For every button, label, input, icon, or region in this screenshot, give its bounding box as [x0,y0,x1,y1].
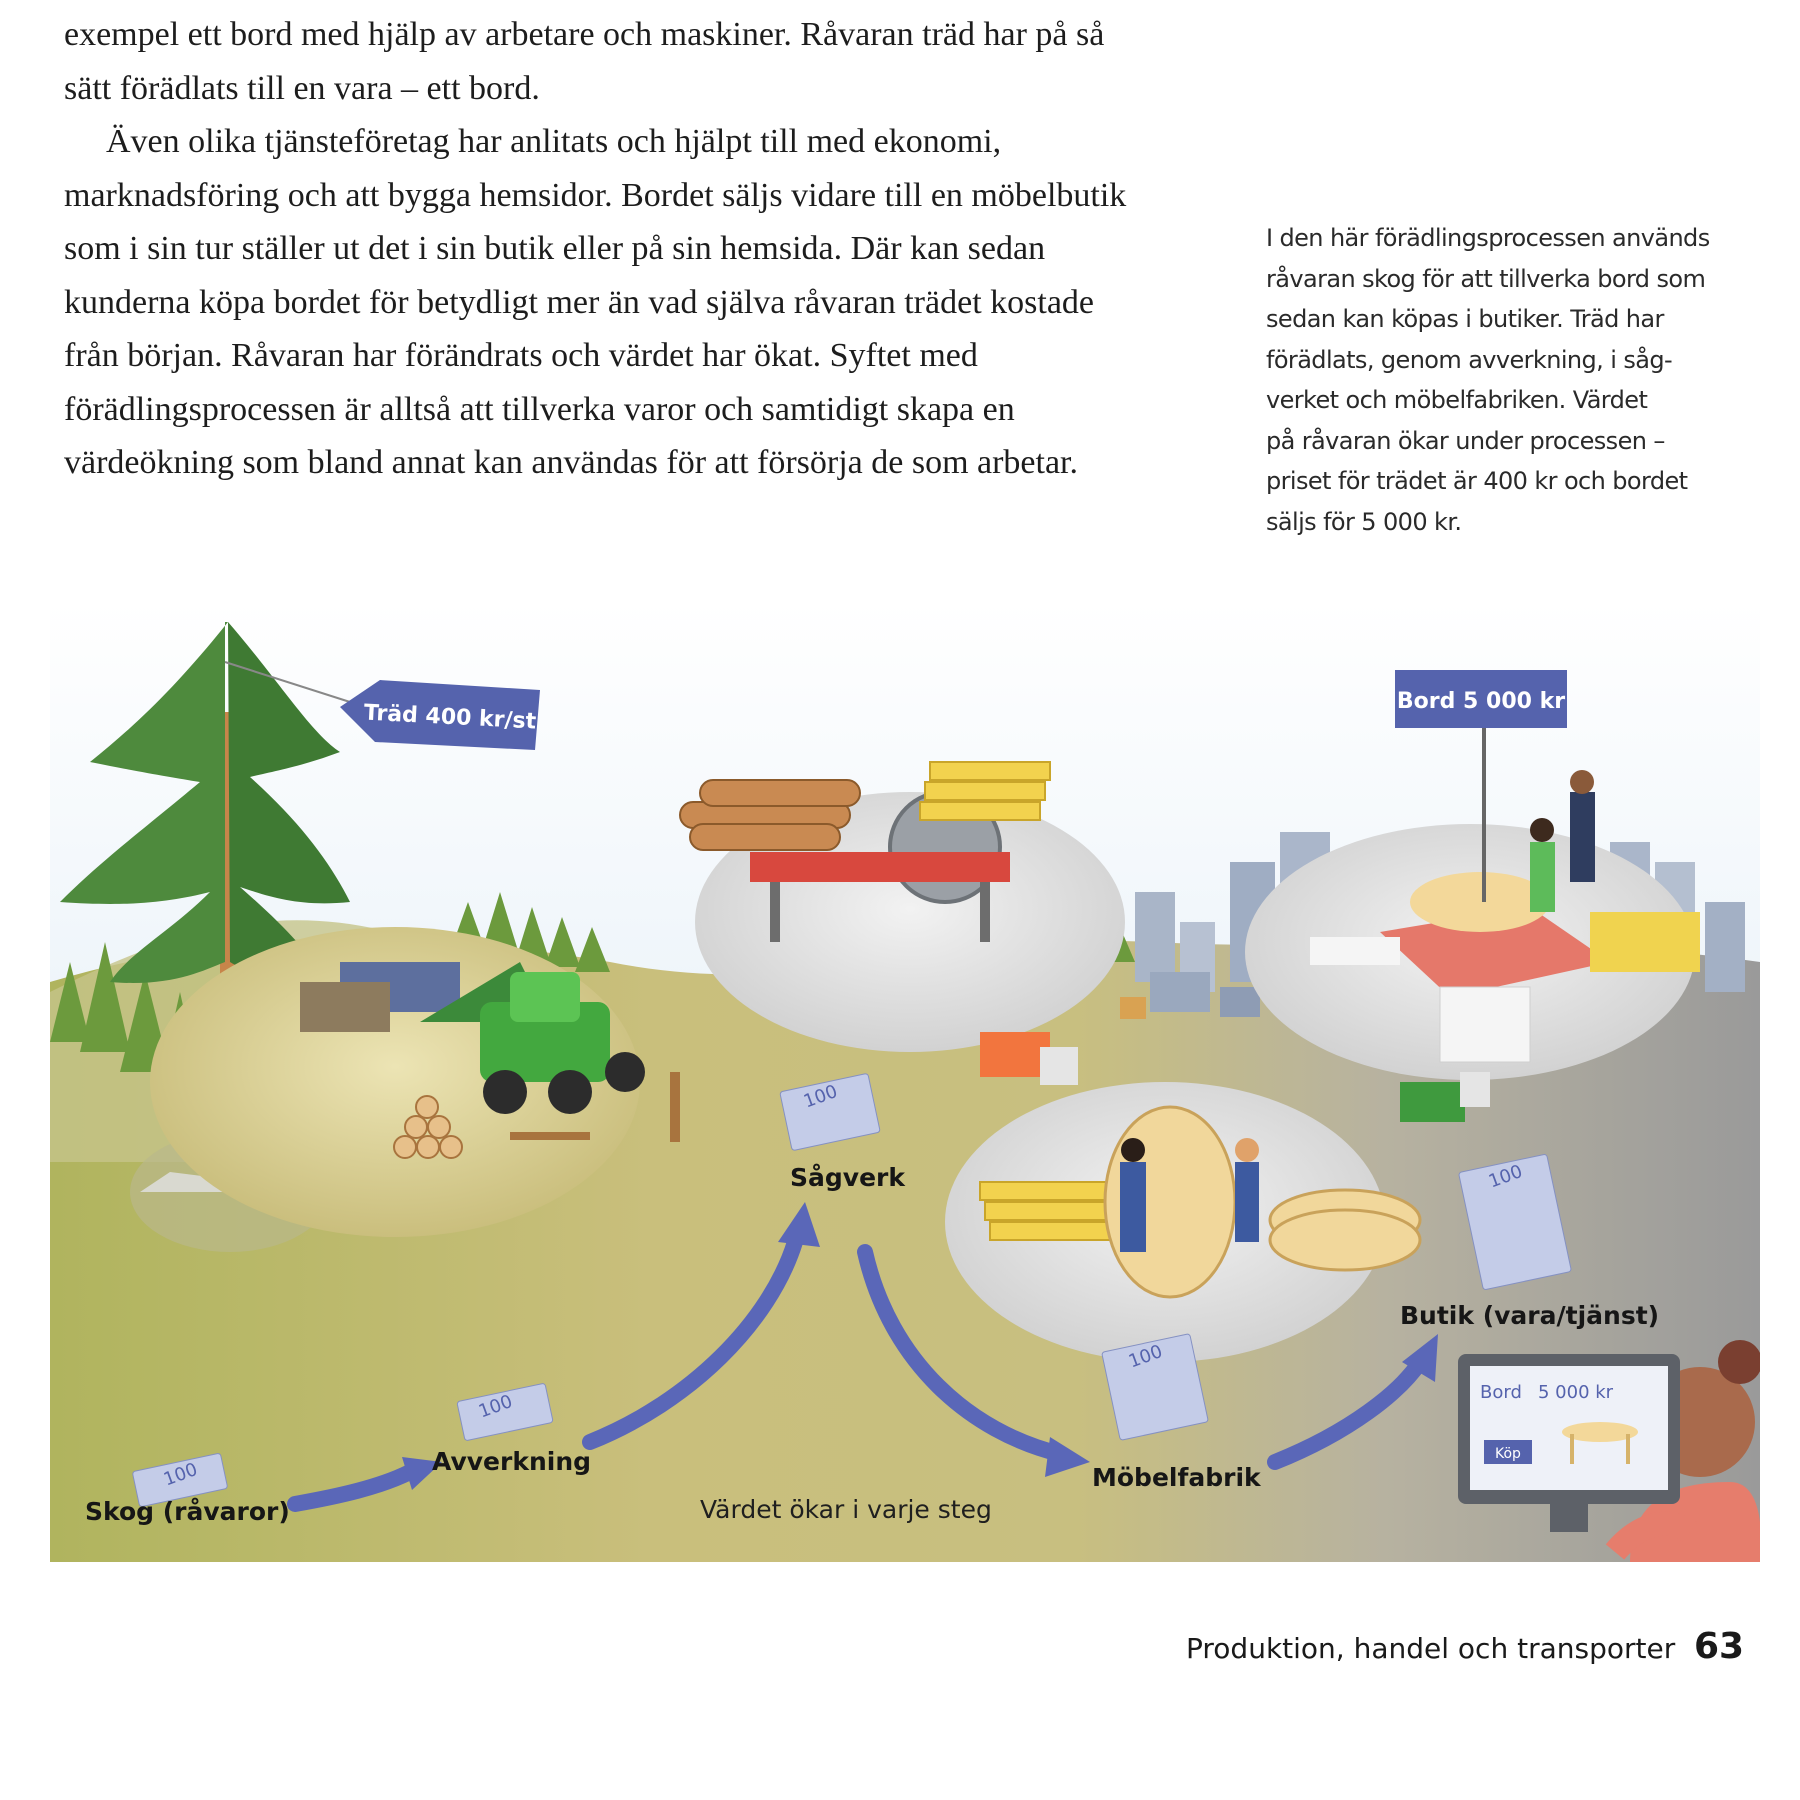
buy-button-label: Köp [1495,1446,1521,1462]
screen-product: Bord [1480,1382,1522,1403]
refinement-process-illustration [50,602,1760,1562]
banknote-value: 100 [800,1080,841,1113]
banknote-value: 100 [1125,1340,1166,1373]
banknote-value: 100 [475,1390,516,1423]
footer-chapter-title: Produktion, handel och transporter [1186,1632,1676,1665]
banknote-value: 100 [1485,1160,1526,1193]
stage-label-factory: Möbelfabrik [1092,1463,1261,1492]
screen-price: 5 000 kr [1538,1382,1614,1403]
stage-label-shop: Butik (vara/tjänst) [1400,1301,1660,1330]
value-increases-label: Värdet ökar i varje steg [700,1495,992,1524]
body-text [64,8,1154,490]
paragraph-1: exempel ett bord med hjälp av arbetare och maskiner. Råvaran träd har på så sätt förädlats till en vara – ett bord. [64,16,1105,107]
stage-label-logging: Avverkning [432,1447,592,1476]
tree-price-label: Träd 400 kr/st [363,700,537,735]
table-price-label: Bord 5 000 kr [1396,689,1566,714]
paragraph-2: Även olika tjänsteföretag har anlitats och hjälpt till med ekonomi, marknadsföring och att bygga hemsidor. Bordet säljs vidare till en möbelbutik som i sin tur ställer ut det i sin butik eller på sin hemsida. Där kan sedan kunderna köpa bordet för betydligt mer än vad själva råvaran trädet kostade från början. Råvaran har förändrats och värdet har ökat. Syftet med förädlingsprocessen är alltså att tillverka varor och samtidigt skapa en värdeökning som bland annat kan användas för att försörja de som arbetar. [64,123,1127,481]
illustration-canvas [50,602,1760,1562]
banknote-stack-factory [1102,1334,1209,1441]
figure-caption: I den här förädlingsprocessen används råvaran skog för att tillverka bord som sedan kan köpas i butiker. Träd har förädlats, genom avverkning, i såg- verket och möbelfabriken. Värdet på råvaran ökar under processen – priset för trädet är 400 kr och bordet säljs för 5 000 kr. [1266,224,1710,536]
stage-label-sawmill: Sågverk [790,1163,905,1192]
stage-label-forest: Skog (råvaror) [85,1497,290,1526]
table-price-tag [1395,670,1567,728]
page-number: 63 [1694,1626,1745,1667]
banknote-value: 100 [160,1458,201,1491]
